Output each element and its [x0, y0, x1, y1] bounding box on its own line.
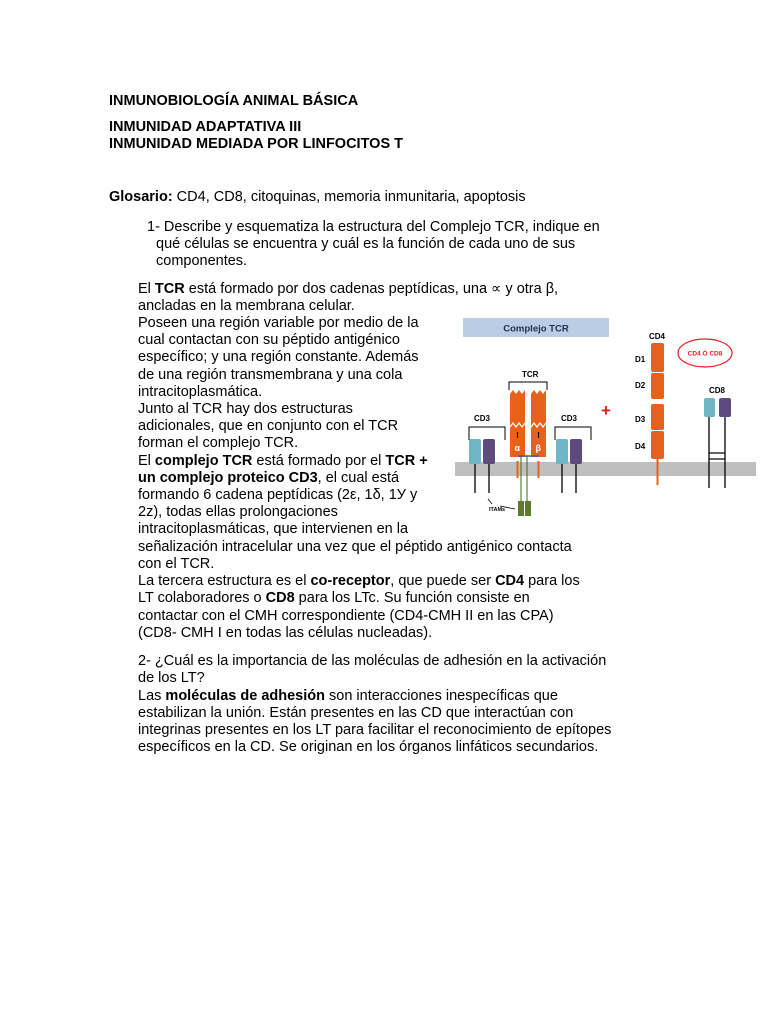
text-run: son interacciones inespecíficas que: [324, 688, 558, 704]
answer-1-line-8: Junto al TCR hay dos estructuras: [138, 401, 353, 417]
topic-title: INMUNIDAD MEDIADA POR LINFOCITOS T: [109, 136, 404, 152]
tcr-complex-diagram: [455, 310, 760, 525]
question-2-line-1: 2- ¿Cuál es la importancia de las moléculas de adhesión en la activación: [138, 653, 607, 669]
bold-term: co-receptor: [310, 573, 391, 589]
tcr-bracket: [509, 382, 547, 390]
itams-label: ITAMs: [489, 507, 506, 513]
cd4-label: CD4: [649, 332, 666, 341]
cd3-left-gamma: [483, 439, 495, 464]
bold-term: TCR +: [385, 453, 428, 469]
answer-1-line-14: 2z), todas ellas prolongaciones: [138, 504, 338, 520]
answer-2-line-1: [138, 688, 558, 705]
answer-2-line-2: estabilizan la unión. Están presentes en las CD que interactúan con: [138, 705, 574, 721]
text-run: para los LTc. Su función consiste en: [294, 590, 530, 606]
answer-1-line-4: cual contactan con su péptido antigénico: [138, 332, 400, 348]
tcr-alpha-label: α: [514, 443, 521, 453]
cd3-right-epsilon: [556, 439, 568, 464]
diagram-title: Complejo TCR: [503, 323, 569, 335]
answer-1-line-5: específico; y una región constante. Además: [138, 349, 419, 365]
answer-1-line-21: (CD8- CMH I en todas las células nucleadas).: [138, 625, 433, 641]
question-1-line-3: componentes.: [156, 253, 248, 269]
cd3-left-epsilon: [469, 439, 481, 464]
answer-1-line-20: contactar con el CMH correspondiente (CD4-CMH II en las CPA): [138, 608, 554, 624]
answer-1-line-17: con el TCR.: [138, 556, 215, 572]
answer-1-line-19: [138, 590, 530, 607]
question-1-line-2: qué células se encuentra y cuál es la función de cada uno de sus: [156, 236, 576, 252]
cd4-domain-d2: [651, 373, 664, 399]
cd4-domain-d4: [651, 431, 664, 459]
answer-1-line-16: señalización intracelular una vez que el péptido antigénico contacta: [138, 539, 572, 555]
glossary-label: Glosario:: [109, 189, 173, 205]
zeta-itam-right: [525, 501, 531, 516]
plus-sign: +: [601, 401, 611, 420]
answer-1-line-9: adicionales, que en conjunto con el TCR: [138, 418, 399, 434]
glossary: [109, 189, 526, 206]
bold-term: un complejo proteico CD3: [138, 470, 318, 486]
cd8-beta: [719, 398, 731, 417]
tcr-label: TCR: [522, 370, 539, 379]
cd3-right-bracket: [555, 427, 591, 440]
cd3-left-bracket: [469, 427, 505, 440]
question-1-line-1: 1- Describe y esquematiza la estructura del Complejo TCR, indique en: [147, 219, 600, 235]
cd4-domain-d3: [651, 404, 664, 430]
question-2-line-2: de los LT?: [138, 670, 205, 686]
tcr-beta-label: β: [535, 443, 541, 453]
cd3-right-label: CD3: [561, 414, 578, 423]
bold-term: CD4: [495, 573, 525, 589]
answer-1-line-15: intracitoplasmáticas, que intervienen en la: [138, 521, 409, 537]
answer-1-line-2: ancladas en la membrana celular.: [138, 298, 355, 314]
bold-term: TCR: [154, 281, 185, 297]
cd4-domain-d3-label: D3: [635, 415, 646, 424]
answer-1-line-12: [138, 470, 399, 487]
bold-term: moléculas de adhesión: [165, 688, 325, 704]
cd3-right-delta: [570, 439, 582, 464]
cd8-label: CD8: [709, 386, 726, 395]
bold-term: CD8: [265, 590, 295, 606]
text-run: , que puede ser: [390, 573, 496, 589]
cell-membrane: [455, 462, 756, 476]
text-run: , el cual está: [317, 470, 400, 486]
unit-title: INMUNIDAD ADAPTATIVA III: [109, 119, 302, 135]
cd4-or-cd8-label: CD4 Ó CD8: [687, 350, 723, 358]
answer-1-line-10: forman el complejo TCR.: [138, 435, 299, 451]
course-title: INMUNOBIOLOGÍA ANIMAL BÁSICA: [109, 93, 359, 109]
text-run: LT colaboradores o: [138, 590, 266, 606]
text-run: El: [138, 453, 155, 469]
glossary-terms: CD4, CD8, citoquinas, memoria inmunitaria, apoptosis: [172, 189, 526, 205]
cd3-left-label: CD3: [474, 414, 491, 423]
itams-arrow-2: [488, 499, 492, 504]
answer-1-line-3: Poseen una región variable por medio de la: [138, 315, 419, 331]
answer-1-line-7: intracitoplasmática.: [138, 384, 263, 400]
text-run: está formado por dos cadenas peptídicas, una ∝ y otra β,: [184, 281, 559, 297]
bold-term: complejo TCR: [154, 453, 253, 469]
text-run: para los: [524, 573, 580, 589]
cd4-domain-d4-label: D4: [635, 442, 646, 451]
answer-1-line-18: [138, 573, 580, 590]
text-run: está formado por el: [252, 453, 386, 469]
cd4-domain-d2-label: D2: [635, 381, 646, 390]
zeta-itam-left: [518, 501, 524, 516]
answer-2-line-4: específicos en la CD. Se originan en los órganos linfáticos secundarios.: [138, 739, 599, 755]
answer-1-line-6: de una región transmembrana y una cola: [138, 367, 403, 383]
answer-1-line-11: [138, 453, 428, 470]
cd4-domain-d1: [651, 343, 664, 372]
text-run: Las: [138, 688, 166, 704]
answer-1-line-1: [138, 281, 558, 298]
cd4-domain-d1-label: D1: [635, 355, 646, 364]
cd8-alpha: [704, 398, 715, 417]
text-run: La tercera estructura es el: [138, 573, 311, 589]
answer-2-line-3: integrinas presentes en los LT para facilitar el reconocimiento de epítopes: [138, 722, 612, 738]
text-run: El: [138, 281, 155, 297]
answer-1-line-13: formando 6 cadena peptídicas (2ε, 1δ, 1У y: [138, 487, 418, 503]
